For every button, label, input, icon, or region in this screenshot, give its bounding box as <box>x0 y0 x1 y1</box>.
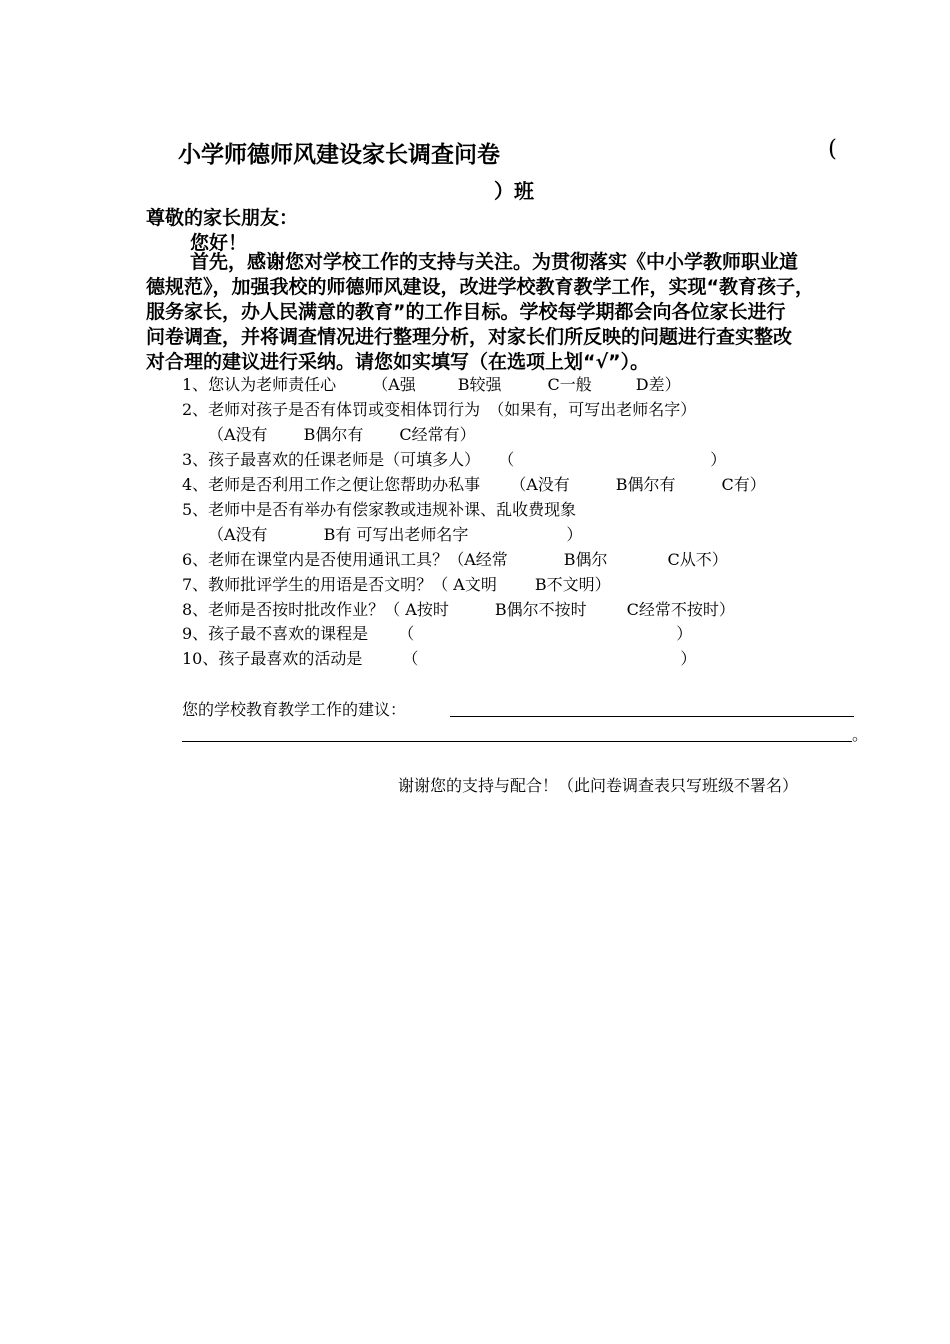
option[interactable]: C经常不按时） <box>626 600 735 619</box>
option[interactable]: C一般 <box>547 375 592 394</box>
question-3: 3、孩子最喜欢的任课老师是（可填多人） （ ） <box>182 450 727 469</box>
option[interactable]: （ A文明 <box>432 575 497 594</box>
option[interactable]: C从不） <box>667 550 728 569</box>
option[interactable]: B偶尔有 <box>615 475 676 494</box>
option[interactable]: B有 可写出老师名字 <box>323 525 469 544</box>
option[interactable]: B较强 <box>457 375 502 394</box>
question-6: 6、老师在课堂内是否使用通讯工具？（A经常 B偶尔 C从不） <box>182 550 728 569</box>
class-line: ）班 <box>494 179 534 203</box>
question-8: 8、老师是否按时批改作业？（ A按时 B偶尔不按时 C经常不按时） <box>182 600 735 619</box>
salutation: 尊敬的家长朋友： <box>146 207 299 229</box>
intro-line: 问卷调查，并将调查情况进行整理分析，对家长们所反映的问题进行查实整改 <box>146 326 793 348</box>
intro-line: 对合理的建议进行采纳。请您如实填写（在选项上划“√”）。 <box>146 351 650 373</box>
option[interactable]: B偶尔不按时 <box>494 600 587 619</box>
option[interactable]: C经常有） <box>399 425 476 444</box>
option[interactable]: （A没有 <box>208 425 268 444</box>
option[interactable]: （A强 <box>372 375 416 394</box>
thanks-note: 谢谢您的支持与配合！（此问卷调查表只写班级不署名） <box>398 776 799 795</box>
option[interactable]: D差） <box>635 375 681 394</box>
question-7: 7、教师批评学生的用语是否文明？（ A文明 B不文明） <box>182 575 611 594</box>
suggestion-label: 您的学校教育教学工作的建议： <box>182 700 407 719</box>
suggestion-line-1[interactable] <box>450 716 854 717</box>
question-5-options: （A没有 B有 可写出老师名字 ） <box>208 525 583 544</box>
option[interactable]: （A经常 <box>448 550 508 569</box>
suggestion-end: 。 <box>852 725 869 744</box>
option[interactable]: B不文明） <box>534 575 611 594</box>
option[interactable]: B偶尔有 <box>303 425 364 444</box>
suggestion-line-2[interactable] <box>182 741 852 742</box>
question-2: 2、老师对孩子是否有体罚或变相体罚行为 （如果有，可写出老师名字） <box>182 400 697 419</box>
option[interactable]: （ A按时 <box>384 600 449 619</box>
intro-paragraph <box>146 250 900 375</box>
page-title: 小学师德师风建设家长调查问卷 <box>178 142 500 168</box>
question-4: 4、老师是否利用工作之便让您帮助办私事 （A没有 B偶尔有 C有） <box>182 475 766 494</box>
greeting: 您好！ <box>190 232 248 254</box>
title-paren: ( <box>828 136 837 162</box>
option[interactable]: （A没有 <box>208 525 268 544</box>
question-1: 1、您认为老师责任心 （A强 B较强 C一般 D差） <box>182 375 681 394</box>
intro-line: 德规范》，加强我校的师德师风建设，改进学校教育教学工作，实现“教育孩子， <box>146 276 814 298</box>
option[interactable]: B偶尔 <box>563 550 608 569</box>
question-5: 5、老师中是否有举办有偿家教或违规补课、乱收费现象 <box>182 500 577 519</box>
question-9: 9、孩子最不喜欢的课程是 （ ） <box>182 624 693 643</box>
option[interactable]: C有） <box>721 475 766 494</box>
option[interactable]: （A没有 <box>510 475 570 494</box>
question-2-options <box>208 425 476 445</box>
intro-line: 首先，感谢您对学校工作的支持与关注。为贯彻落实《中小学教师职业道 <box>190 251 799 273</box>
question-10: 10、孩子最喜欢的活动是 （ ） <box>182 649 697 668</box>
intro-line: 服务家长，办人民满意的教育”的工作目标。学校每学期都会向各位家长进行 <box>146 301 786 323</box>
